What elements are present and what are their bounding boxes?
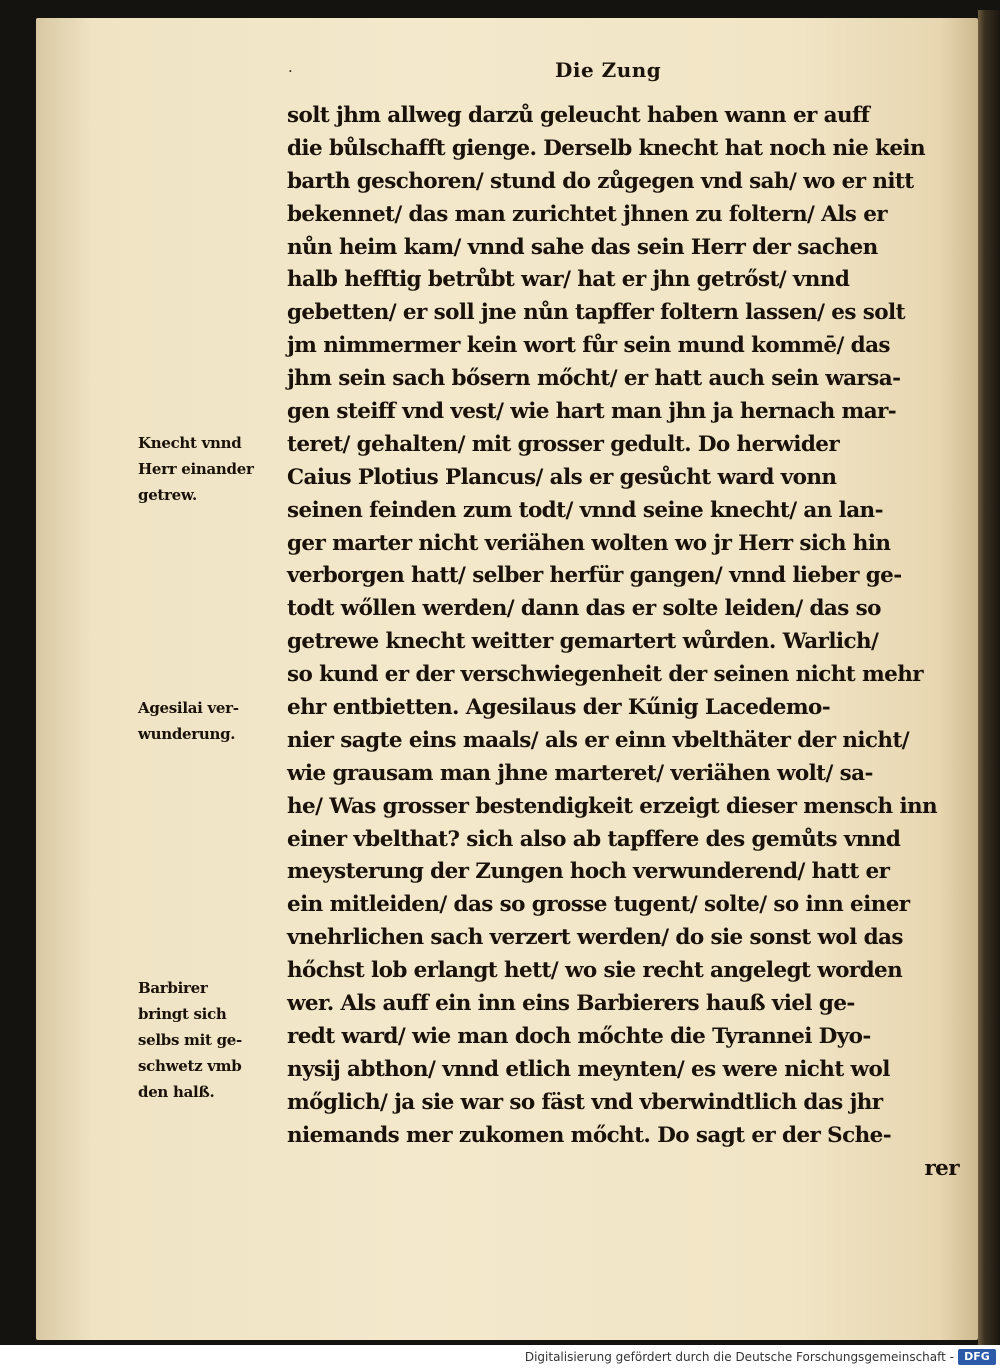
text-line: einer vbelthat? sich also ab tapffere des gemůts vnnd [287,826,901,852]
margin-note-line: Agesilai ver- [138,699,239,717]
text-line: niemands mer zukomen mőcht. Do sagt er der Sche- [287,1122,892,1148]
running-head: Die Zung [555,58,662,82]
margin-note-agesilaus [138,695,288,747]
text-line: nier sagte eins maals/ als er einn vbelthäter der nicht/ [287,727,910,753]
dfg-logo: DFG [958,1349,996,1365]
text-line: todt wőllen werden/ dann das er solte leiden/ das so [287,596,881,622]
text-line: solt jhm allweg darzů geleucht haben wann er auff [287,103,870,128]
text-line: ein mitleiden/ das so grosse tugent/ solte/ so inn einer [287,892,910,918]
text-line: getrewe knecht weitter gemartert wůrden. Warlich/ [287,629,879,655]
text-line: Caius Plotius Plancus/ als er gesůcht ward vonn [287,464,837,490]
text-line: so kund er der verschwiegenheit der seinen nicht mehr [287,662,923,688]
text-line: vnehrlichen sach verzert werden/ do sie sonst wol das [287,925,903,951]
text-line: hőchst lob erlangt hett/ wo sie recht angelegt worden [287,958,903,984]
margin-note-line: wunderung. [138,725,236,743]
footer-bar [0,1345,1000,1370]
margin-note-line: getrew. [138,486,197,504]
text-line: redt ward/ wie man doch mőchte die Tyrannei Dyo- [287,1023,871,1049]
folio-mark: · [288,62,293,80]
catchword: rer [924,1155,959,1181]
margin-note-line: bringt sich [138,1005,227,1023]
text-line: bekennet/ das man zurichtet jhnen zu foltern/ Als er [287,201,888,227]
text-line: gen steiff vnd vest/ wie hart man jhn ja hernach mar- [287,399,897,425]
footer-credit: Digitalisierung gefördert durch die Deutsche Forschungsgemeinschaft - [524,1350,954,1364]
text-line: nůn heim kam/ vnnd sahe das sein Herr der sachen [287,234,878,260]
text-line: halb hefftig betrůbt war/ hat er jhn getrőst/ vnnd [287,267,850,293]
text-line: wer. Als auff ein inn eins Barbierers hauß viel ge- [287,991,855,1017]
text-line: seinen feinden zum todt/ vnnd seine knecht/ an lan- [287,497,883,523]
text-line: ger marter nicht veriähen wolten wo jr Herr sich hin [287,530,891,556]
main-text-block [287,100,959,1185]
text-line: meysterung der Zungen hoch verwunderend/ hatt er [287,859,890,885]
margin-note-line: schwetz vmb [138,1057,242,1075]
text-line: nysij abthon/ vnnd etlich meynten/ es were nicht wol [287,1056,890,1082]
text-line: jm nimmermer kein wort fůr sein mund kommē/ das [287,333,890,359]
margin-note-line: Herr einander [138,460,254,478]
margin-note-barber [138,975,288,1105]
text-line: gebetten/ er soll jne nůn tapffer foltern lassen/ es solt [287,300,905,326]
text-line: wie grausam man jhne marteret/ veriähen wolt/ sa- [287,760,873,786]
text-line: barth geschoren/ stund do zůgegen vnd sah/ wo er nitt [287,168,914,194]
text-line: teret/ gehalten/ mit grosser gedult. Do herwider [287,431,840,457]
text-line: mőglich/ ja sie war so fäst vnd vberwindtlich das jhr [287,1089,883,1115]
text-line: ehr entbietten. Agesilaus der Kűnig Lacedemo- [287,695,831,721]
margin-note-line: selbs mit ge- [138,1031,242,1049]
text-line: jhm sein sach bősern mőcht/ er hatt auch sein warsa- [287,366,901,392]
margin-note-servants [138,430,288,508]
book-edge [978,10,1000,1345]
margin-note-line: den halß. [138,1083,215,1101]
text-line: die bůlschafft gienge. Derselb knecht hat noch nie kein [287,135,926,161]
text-line: verborgen hatt/ selber herfür gangen/ vnnd lieber ge- [287,563,902,589]
text-line: he/ Was grosser bestendigkeit erzeigt dieser mensch inn [287,793,938,819]
margin-note-line: Barbirer [138,979,208,997]
margin-note-line: Knecht vnnd [138,434,242,452]
